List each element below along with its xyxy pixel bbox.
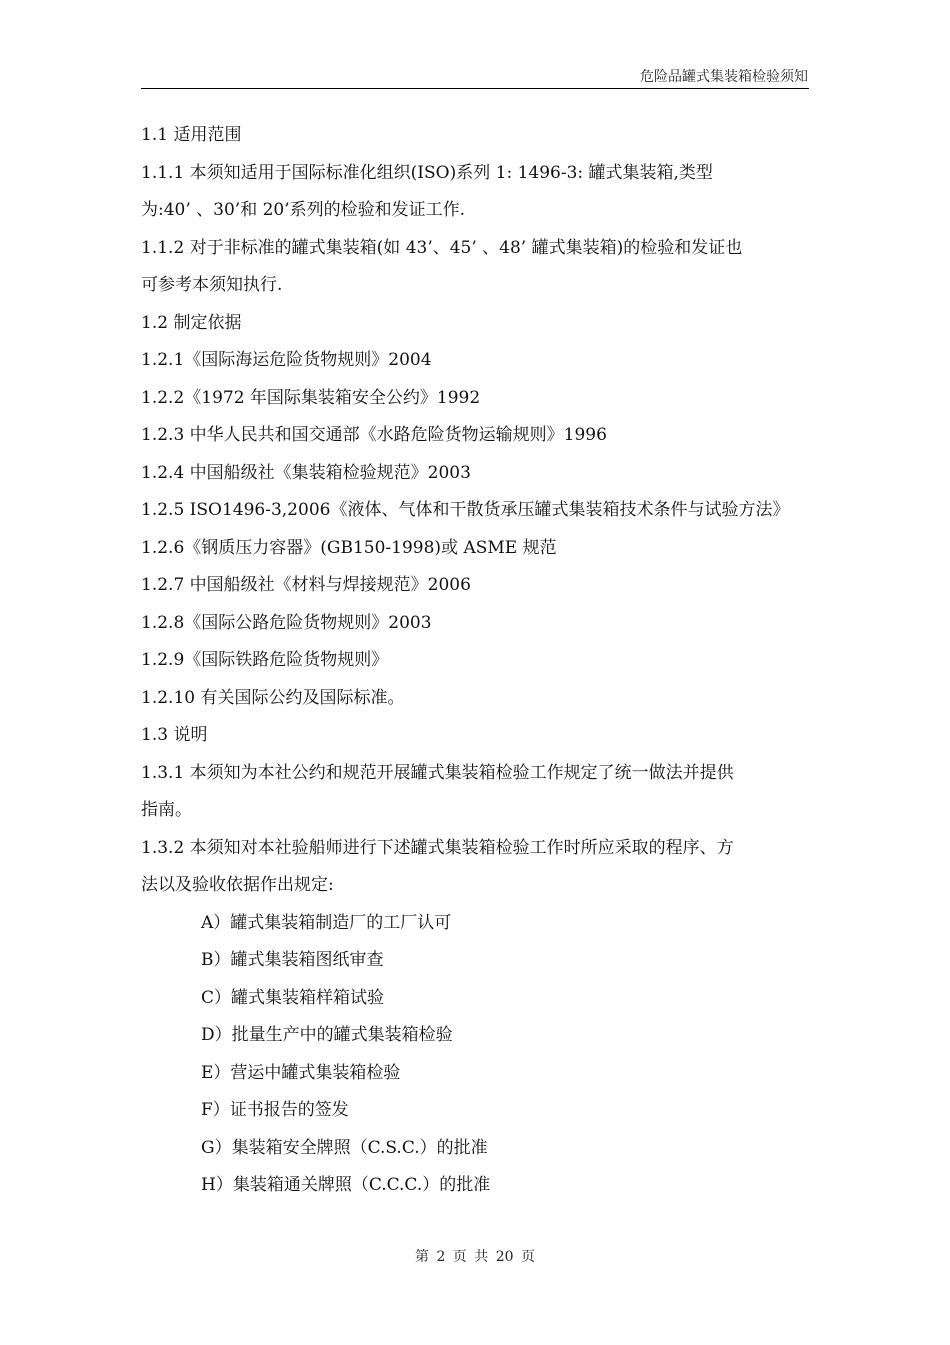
- reference-item: 1.2.4 中国船级社《集装箱检验规范》2003: [141, 462, 471, 483]
- paragraph-line: 1.3.2 本须知对本社验船师进行下述罐式集装箱检验工作时所应采取的程序、方: [141, 837, 734, 858]
- reference-item: 1.2.10 有关国际公约及国际标准。: [141, 687, 405, 708]
- list-item: G）集装箱安全牌照（C.S.C.）的批准: [201, 1137, 488, 1158]
- list-item: H）集装箱通关牌照（C.C.C.）的批准: [201, 1175, 491, 1195]
- reference-item: 1.2.5 ISO1496-3,2006《液体、气体和干散货承压罐式集装箱技术条件与试验方法》: [141, 500, 790, 520]
- list-item: D）批量生产中的罐式集装箱检验: [201, 1025, 453, 1045]
- list-item: A）罐式集装箱制造厂的工厂认可: [201, 912, 452, 933]
- paragraph-line: 法以及验收依据作出规定:: [141, 875, 334, 895]
- page-header-title: 危险品罐式集装箱检验须知: [640, 69, 808, 85]
- paragraph-line: 可参考本须知执行.: [141, 275, 283, 295]
- paragraph-line: 1.3.1 本须知为本社公约和规范开展罐式集装箱检验工作规定了统一做法并提供: [141, 762, 734, 783]
- paragraph-line: 为:40’ 、30’和 20’系列的检验和发证工作.: [141, 200, 466, 220]
- reference-item: 1.2.3 中华人民共和国交通部《水路危险货物运输规则》1996: [141, 425, 607, 445]
- list-item: C）罐式集装箱样箱试验: [201, 987, 385, 1008]
- header-divider: [141, 88, 809, 89]
- list-item: B）罐式集装箱图纸审查: [201, 950, 384, 970]
- section-heading: 1.3 说明: [141, 725, 208, 745]
- paragraph-line: 1.1.2 对于非标准的罐式集装箱(如 43’、45’ 、48’ 罐式集装箱)的检验和发证也: [141, 237, 743, 258]
- section-heading: 1.1 适用范围: [141, 125, 242, 145]
- document-body: [141, 117, 811, 1205]
- list-item: F）证书报告的签发: [201, 1100, 349, 1120]
- paragraph-line: 指南。: [141, 800, 192, 820]
- reference-item: 1.2.6《钢质压力容器》(GB150-1998)或 ASME 规范: [141, 537, 557, 558]
- page-number-footer: 第 2 页 共 20 页: [415, 1249, 535, 1265]
- section-heading: 1.2 制定依据: [141, 312, 242, 333]
- paragraph-line: 1.1.1 本须知适用于国际标准化组织(ISO)系列 1: 1496-3: 罐式集装箱,类型: [141, 162, 713, 183]
- reference-item: 1.2.8《国际公路危险货物规则》2003: [141, 612, 432, 633]
- list-item: E）营运中罐式集装箱检验: [201, 1062, 401, 1083]
- reference-item: 1.2.9《国际铁路危险货物规则》: [141, 650, 389, 670]
- reference-item: 1.2.2《1972 年国际集装箱安全公约》1992: [141, 387, 481, 408]
- reference-item: 1.2.1《国际海运危险货物规则》2004: [141, 350, 432, 370]
- reference-item: 1.2.7 中国船级社《材料与焊接规范》2006: [141, 575, 471, 595]
